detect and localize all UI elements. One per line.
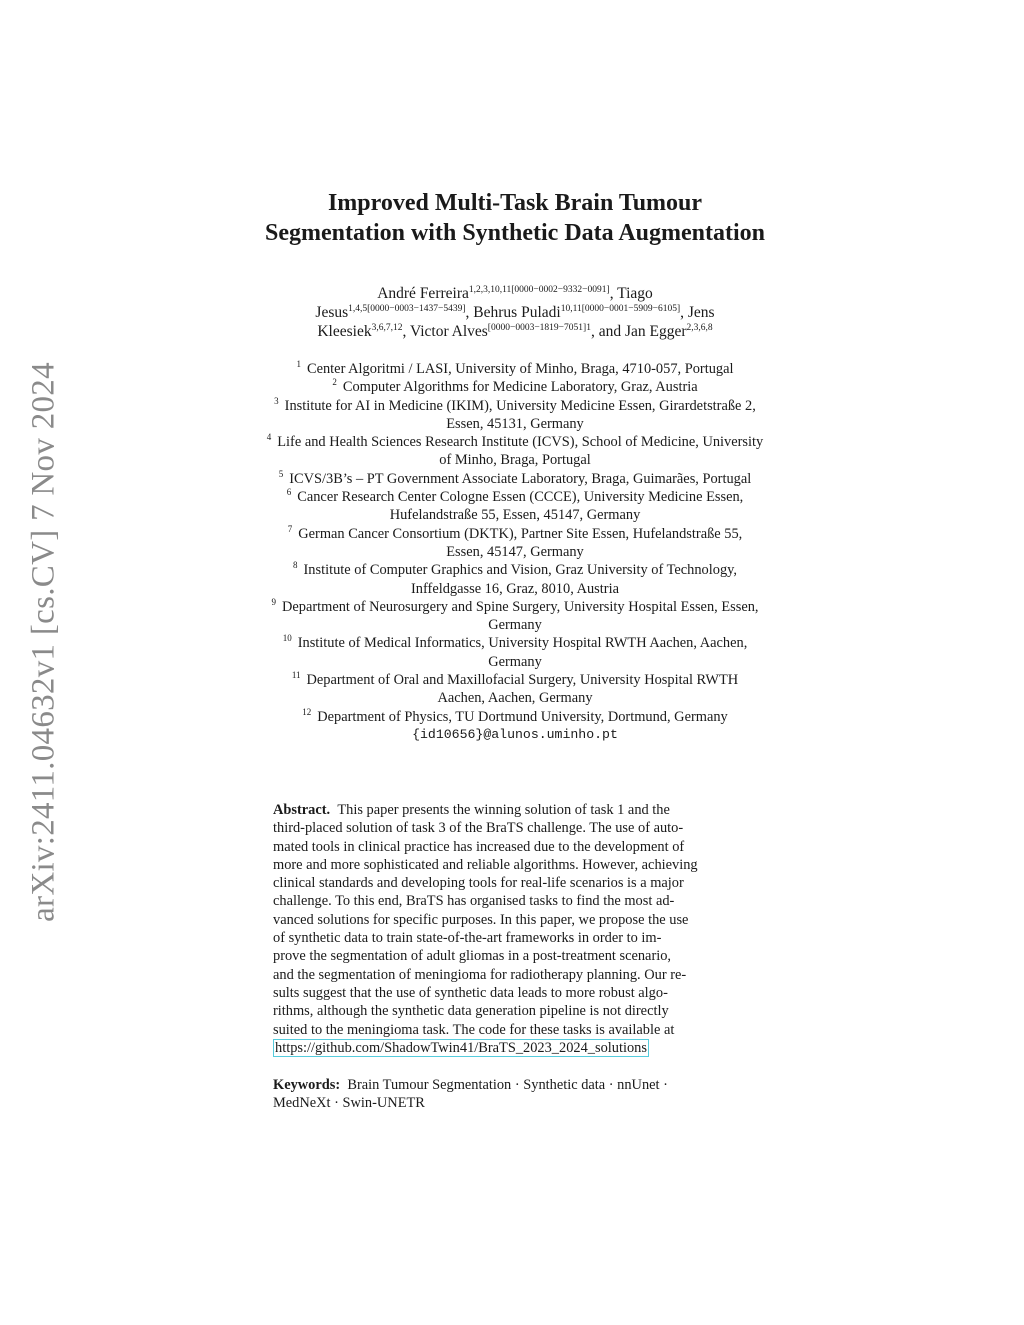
affiliation-text: Computer Algorithms for Medicine Laboratory, Graz, Austria: [342, 379, 698, 396]
affiliation-number: 4: [266, 432, 272, 443]
affiliation-text: Department of Oral and Maxillofacial Surgery, University Hospital RWTH: [306, 672, 739, 689]
author-line-3: [0, 322, 1024, 341]
affiliation-text: Department of Physics, TU Dortmund University, Dortmund, Germany: [317, 708, 728, 725]
affiliation-11: [0, 671, 1024, 689]
affiliation-number: 10: [282, 633, 292, 644]
abstract-line: sults suggest that the use of synthetic data leads to more robust algo-: [273, 984, 668, 1001]
affiliation-8-cont: Inffeldgasse 16, Graz, 8010, Austria: [411, 580, 619, 597]
affiliation-number: 2: [332, 377, 337, 388]
abstract-line: challenge. To this end, BraTS has organised tasks to find the most ad-: [273, 893, 675, 910]
affiliation-text: Cancer Research Center Cologne Essen (CCCE), University Medicine Essen,: [297, 489, 744, 506]
abstract-section: [273, 801, 759, 1057]
keywords-section: [273, 1076, 759, 1113]
arxiv-identifier: arXiv:2411.04632v1 [cs.CV] 7 Nov 2024: [25, 362, 62, 922]
author-line-1: [0, 284, 1024, 303]
keywords-line: MedNeXt · Swin-UNETR: [273, 1095, 425, 1112]
affiliation-7-cont: Essen, 45147, Germany: [446, 543, 584, 560]
affiliation-9: [0, 598, 1024, 616]
abstract-line: [273, 801, 759, 819]
affiliation-text: Center Algoritmi / LASI, University of Minho, Braga, 4710-057, Portugal: [307, 361, 734, 377]
abstract-line: rithms, although the synthetic data generation pipeline is not directly: [273, 1003, 669, 1020]
affiliation-text: Institute for AI in Medicine (IKIM), University Medicine Essen, Girardetstraße 2,: [284, 397, 756, 414]
affiliation-12: [0, 708, 1024, 726]
code-repository-link[interactable]: https://github.com/ShadowTwin41/BraTS_2023_2024_solutions: [275, 1039, 647, 1056]
affiliation-text: ICVS/3B’s – PT Government Associate Laboratory, Braga, Guimarães, Portugal: [289, 470, 752, 487]
author-name: André Ferreira: [377, 285, 469, 302]
contact-email: {id10656}@alunos.uminho.pt: [412, 726, 618, 742]
author-name: , Jens: [680, 304, 715, 321]
affiliation-text: German Cancer Consortium (DKTK), Partner Site Essen, Hufelandstraße 55,: [298, 525, 743, 542]
affiliation-6: [0, 488, 1024, 506]
affiliation-number: 11: [291, 670, 301, 681]
abstract-line: more and more sophisticated and reliable algorithms. However, achieving: [273, 856, 698, 873]
affiliation-list: [0, 360, 1024, 744]
author-name: , Tiago: [609, 285, 653, 302]
title-line-1: Improved Multi-Task Brain Tumour: [327, 190, 703, 216]
author-affiliation-marks: 1,2,3,10,11[0000−0002−9332−0091]: [468, 285, 610, 295]
abstract-text: This paper presents the winning solution of task 1 and the: [337, 802, 670, 818]
affiliation-1: [0, 360, 1024, 378]
author-affiliation-marks: 2,3,6,8: [686, 323, 713, 333]
affiliation-3: [0, 397, 1024, 415]
keywords-text: Brain Tumour Segmentation · Synthetic data · nnUnet ·: [347, 1077, 668, 1093]
author-affiliation-marks: 10,11[0000−0001−5909−6105]: [560, 304, 681, 314]
affiliation-number: 1: [296, 359, 301, 369]
keywords-label: Keywords:: [273, 1077, 341, 1093]
affiliation-text: Institute of Medical Informatics, University Hospital RWTH Aachen, Aachen,: [297, 635, 748, 652]
author-name: , and Jan Egger: [590, 323, 687, 340]
affiliation-number: 9: [271, 596, 276, 607]
abstract-line: mated tools in clinical practice has increased due to the development of: [273, 838, 685, 855]
author-name: , Victor Alves: [402, 323, 488, 340]
affiliation-8: [0, 561, 1024, 579]
affiliation-6-cont: Hufelandstraße 55, Essen, 45147, Germany: [389, 507, 641, 524]
affiliation-text: Life and Health Sciences Research Institute (ICVS), School of Medicine, University: [277, 434, 764, 451]
affiliation-text: Department of Neurosurgery and Spine Surgery, University Hospital Essen, Essen,: [281, 598, 759, 615]
abstract-label: Abstract.: [273, 802, 331, 818]
abstract-line: of synthetic data to train state-of-the-art frameworks in order to im-: [273, 930, 662, 947]
author-affiliation-marks: [0000−0003−1819−7051]1: [487, 323, 591, 333]
author-affiliation-marks: 1,4,5[0000−0003−1437−5439]: [348, 304, 466, 314]
author-line-2: [0, 303, 1024, 322]
affiliation-5: [0, 470, 1024, 488]
affiliation-4: [0, 433, 1024, 451]
affiliation-number: 6: [286, 487, 292, 498]
affiliation-7: [0, 525, 1024, 543]
affiliation-number: 12: [302, 706, 312, 717]
abstract-line: third-placed solution of task 3 of the BraTS challenge. The use of auto-: [273, 820, 684, 837]
abstract-line: suited to the meningioma task. The code for these tasks is available at: [273, 1021, 675, 1038]
affiliation-text: Institute of Computer Graphics and Vision, Graz University of Technology,: [303, 562, 737, 579]
abstract-line: vanced solutions for specific purposes. In this paper, we propose the use: [273, 911, 689, 928]
affiliation-10-cont: Germany: [488, 653, 542, 670]
affiliation-number: 7: [287, 523, 293, 534]
affiliation-3-cont: Essen, 45131, Germany: [446, 415, 584, 432]
title-line-2: Segmentation with Synthetic Data Augmentation: [264, 220, 765, 246]
affiliation-2: [0, 378, 1024, 396]
abstract-link-line: [273, 1039, 759, 1057]
affiliation-number: 8: [293, 560, 298, 571]
author-name: Kleesiek: [317, 323, 372, 340]
affiliation-number: 5: [278, 468, 284, 479]
author-list: [0, 284, 1024, 341]
abstract-line: prove the segmentation of adult gliomas in a post-treatment scenario,: [273, 948, 672, 965]
abstract-line: clinical standards and developing tools for real-life scenarios is a major: [273, 875, 684, 892]
affiliation-10: [0, 634, 1024, 652]
keywords-line: [273, 1076, 759, 1094]
affiliation-4-cont: of Minho, Braga, Portugal: [439, 452, 591, 469]
author-name: , Behrus Puladi: [465, 304, 561, 321]
affiliation-11-cont: Aachen, Aachen, Germany: [437, 690, 593, 707]
abstract-line: and the segmentation of meningioma for radiotherapy planning. Our re-: [273, 966, 687, 983]
affiliation-number: 3: [274, 395, 279, 406]
paper-title: [0, 188, 1024, 248]
affiliation-9-cont: Germany: [488, 617, 542, 634]
author-affiliation-marks: 3,6,7,12: [371, 323, 403, 333]
author-name: Jesus: [315, 304, 349, 321]
